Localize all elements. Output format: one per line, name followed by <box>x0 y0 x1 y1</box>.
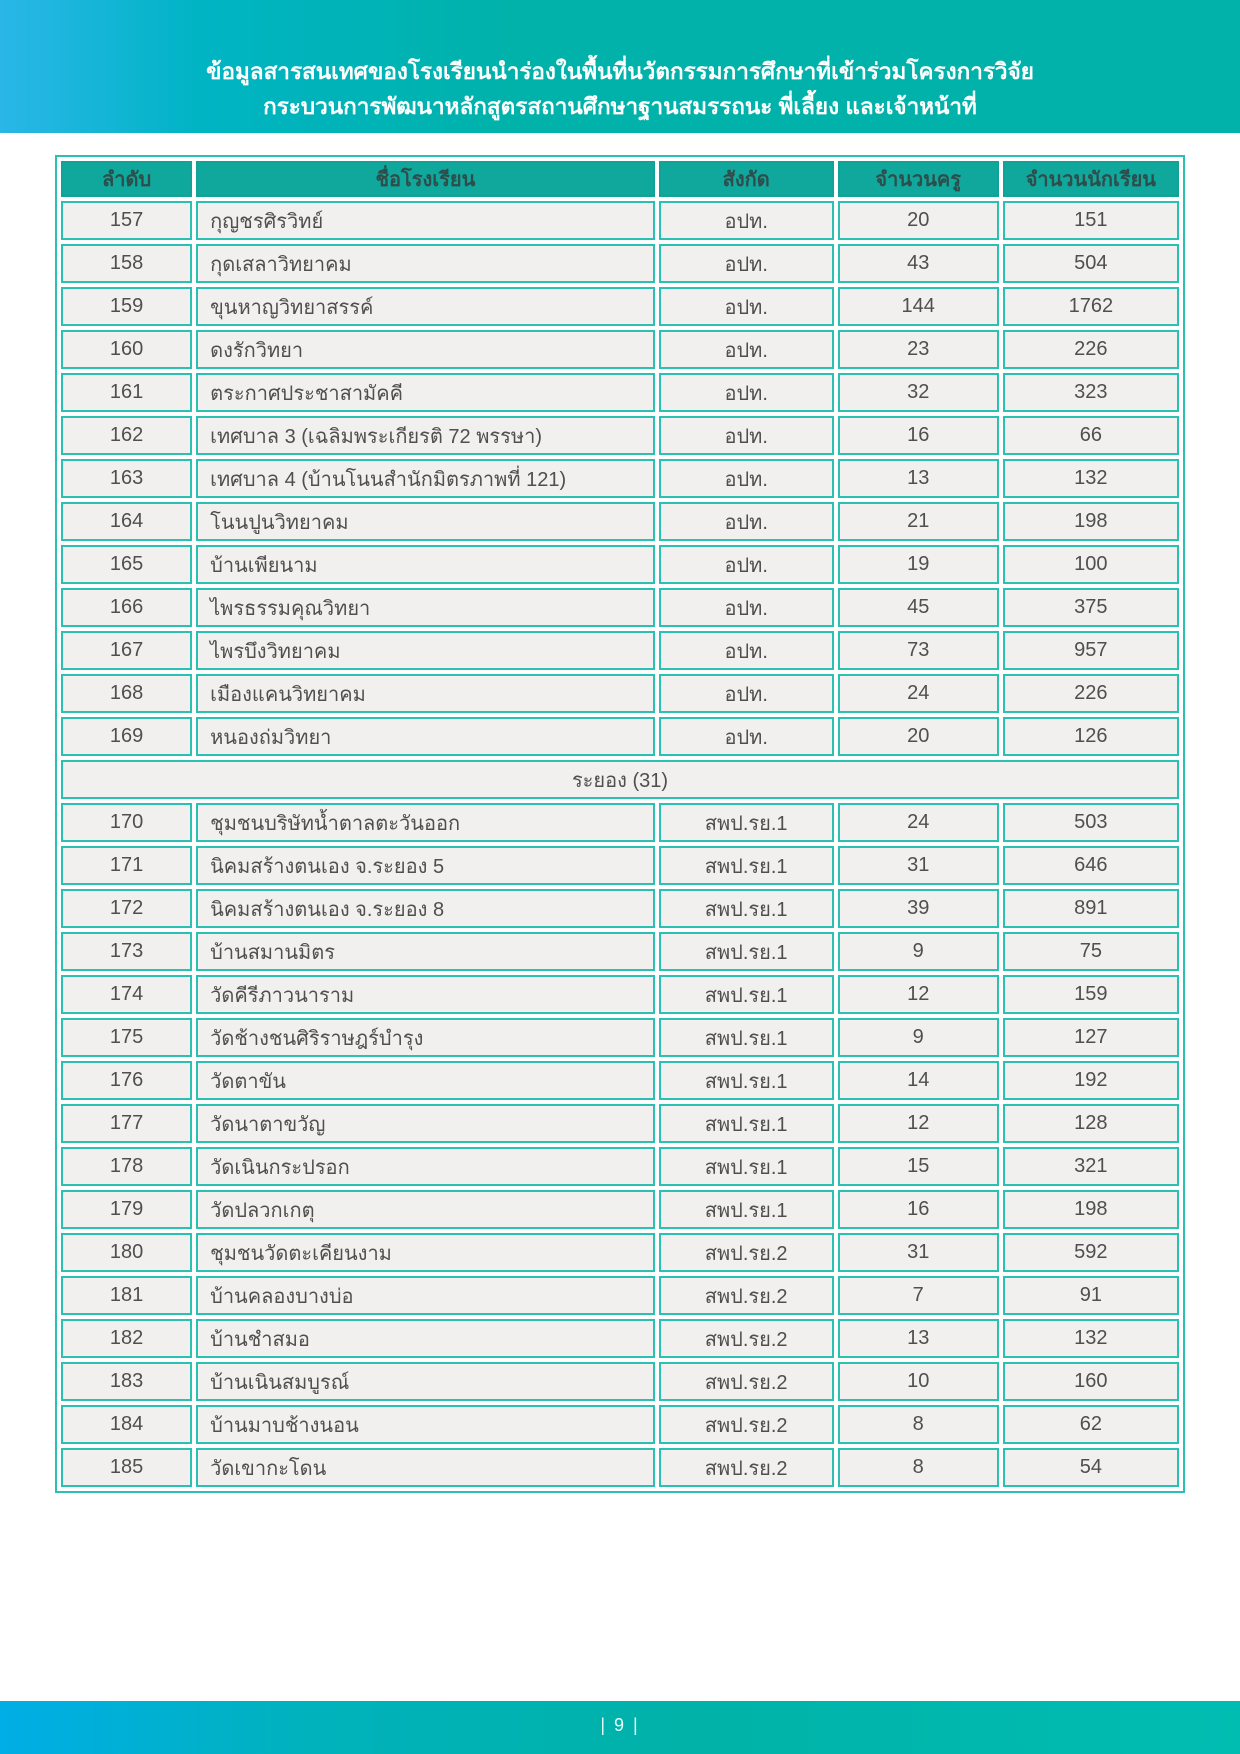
cell-order: 168 <box>61 674 192 713</box>
cell-order: 179 <box>61 1190 192 1229</box>
cell-affiliation: สพป.รย.2 <box>659 1405 834 1444</box>
cell-order: 184 <box>61 1405 192 1444</box>
cell-student-count: 100 <box>1003 545 1179 584</box>
cell-student-count: 160 <box>1003 1362 1179 1401</box>
cell-order: 177 <box>61 1104 192 1143</box>
cell-affiliation: อปท. <box>659 674 834 713</box>
cell-teacher-count: 21 <box>838 502 999 541</box>
cell-teacher-count: 14 <box>838 1061 999 1100</box>
table-row <box>61 1319 1179 1358</box>
cell-affiliation: อปท. <box>659 459 834 498</box>
column-header-order: ลำดับ <box>61 161 192 197</box>
cell-order: 164 <box>61 502 192 541</box>
table-row <box>61 1018 1179 1057</box>
cell-affiliation: อปท. <box>659 588 834 627</box>
cell-order: 170 <box>61 803 192 842</box>
cell-order: 175 <box>61 1018 192 1057</box>
cell-school-name: บ้านคลองบางบ่อ <box>196 1276 654 1315</box>
cell-affiliation: อปท. <box>659 631 834 670</box>
cell-school-name: วัดเนินกระปรอก <box>196 1147 654 1186</box>
cell-student-count: 192 <box>1003 1061 1179 1100</box>
cell-school-name: เทศบาล 3 (เฉลิมพระเกียรติ 72 พรรษา) <box>196 416 654 455</box>
cell-affiliation: สพป.รย.1 <box>659 1018 834 1057</box>
cell-affiliation: สพป.รย.2 <box>659 1233 834 1272</box>
cell-school-name: บ้านเนินสมบูรณ์ <box>196 1362 654 1401</box>
cell-school-name: บ้านชำสมอ <box>196 1319 654 1358</box>
cell-order: 180 <box>61 1233 192 1272</box>
cell-order: 165 <box>61 545 192 584</box>
cell-order: 176 <box>61 1061 192 1100</box>
header-row <box>61 161 1179 197</box>
cell-order: 181 <box>61 1276 192 1315</box>
cell-affiliation: อปท. <box>659 545 834 584</box>
cell-teacher-count: 16 <box>838 416 999 455</box>
table-row <box>61 287 1179 326</box>
cell-order: 182 <box>61 1319 192 1358</box>
table-row <box>61 1190 1179 1229</box>
cell-order: 185 <box>61 1448 192 1487</box>
cell-student-count: 1762 <box>1003 287 1179 326</box>
table-row <box>61 1405 1179 1444</box>
column-header-affiliation: สังกัด <box>659 161 834 197</box>
cell-affiliation: อปท. <box>659 502 834 541</box>
cell-affiliation: สพป.รย.1 <box>659 1061 834 1100</box>
cell-teacher-count: 23 <box>838 330 999 369</box>
table-row <box>61 932 1179 971</box>
table-row <box>61 330 1179 369</box>
table-row <box>61 674 1179 713</box>
table-row <box>61 1104 1179 1143</box>
cell-school-name: กุญชรศิรวิทย์ <box>196 201 654 240</box>
cell-teacher-count: 12 <box>838 1104 999 1143</box>
cell-teacher-count: 20 <box>838 717 999 756</box>
cell-teacher-count: 12 <box>838 975 999 1014</box>
cell-student-count: 592 <box>1003 1233 1179 1272</box>
cell-school-name: วัดเขากะโดน <box>196 1448 654 1487</box>
page-footer-bar <box>0 1701 1240 1754</box>
cell-school-name: หนองถ่มวิทยา <box>196 717 654 756</box>
cell-affiliation: สพป.รย.1 <box>659 1190 834 1229</box>
cell-order: 160 <box>61 330 192 369</box>
cell-student-count: 159 <box>1003 975 1179 1014</box>
cell-school-name: ไพรบึงวิทยาคม <box>196 631 654 670</box>
cell-student-count: 127 <box>1003 1018 1179 1057</box>
cell-affiliation: อปท. <box>659 717 834 756</box>
cell-order: 171 <box>61 846 192 885</box>
cell-teacher-count: 16 <box>838 1190 999 1229</box>
cell-student-count: 54 <box>1003 1448 1179 1487</box>
cell-school-name: เทศบาล 4 (บ้านโนนสำนักมิตรภาพที่ 121) <box>196 459 654 498</box>
cell-student-count: 504 <box>1003 244 1179 283</box>
cell-teacher-count: 43 <box>838 244 999 283</box>
table-row <box>61 846 1179 885</box>
cell-affiliation: สพป.รย.1 <box>659 803 834 842</box>
table-row <box>61 244 1179 283</box>
cell-order: 159 <box>61 287 192 326</box>
cell-order: 167 <box>61 631 192 670</box>
cell-order: 169 <box>61 717 192 756</box>
table-row <box>61 588 1179 627</box>
table-row <box>61 1147 1179 1186</box>
cell-affiliation: สพป.รย.1 <box>659 846 834 885</box>
cell-student-count: 75 <box>1003 932 1179 971</box>
table-row <box>61 803 1179 842</box>
page-title-line-2: กระบวนการพัฒนาหลักสูตรสถานศึกษาฐานสมรรถนะ พี่เลี้ยง และเจ้าหน้าที่ <box>263 94 977 119</box>
cell-student-count: 128 <box>1003 1104 1179 1143</box>
cell-school-name: เมืองแคนวิทยาคม <box>196 674 654 713</box>
cell-school-name: วัดนาตาขวัญ <box>196 1104 654 1143</box>
cell-order: 163 <box>61 459 192 498</box>
cell-teacher-count: 9 <box>838 1018 999 1057</box>
cell-school-name: วัดตาขัน <box>196 1061 654 1100</box>
cell-student-count: 226 <box>1003 674 1179 713</box>
cell-affiliation: อปท. <box>659 201 834 240</box>
section-row <box>61 760 1179 799</box>
cell-student-count: 66 <box>1003 416 1179 455</box>
cell-school-name: กุดเสลาวิทยาคม <box>196 244 654 283</box>
table-row <box>61 459 1179 498</box>
table-row <box>61 1233 1179 1272</box>
cell-school-name: บ้านสมานมิตร <box>196 932 654 971</box>
cell-affiliation: สพป.รย.1 <box>659 932 834 971</box>
cell-teacher-count: 39 <box>838 889 999 928</box>
cell-affiliation: อปท. <box>659 416 834 455</box>
page-number: | 9 | <box>600 1715 640 1735</box>
cell-teacher-count: 8 <box>838 1405 999 1444</box>
cell-teacher-count: 31 <box>838 846 999 885</box>
cell-teacher-count: 15 <box>838 1147 999 1186</box>
cell-teacher-count: 32 <box>838 373 999 412</box>
cell-school-name: ชุมชนบริษัทน้ำตาลตะวันออก <box>196 803 654 842</box>
cell-affiliation: สพป.รย.1 <box>659 975 834 1014</box>
table-row <box>61 502 1179 541</box>
cell-school-name: วัดช้างชนศิริราษฎร์บำรุง <box>196 1018 654 1057</box>
cell-student-count: 91 <box>1003 1276 1179 1315</box>
section-label: ระยอง (31) <box>61 760 1179 799</box>
cell-order: 161 <box>61 373 192 412</box>
table-row <box>61 1362 1179 1401</box>
column-header-school-name: ชื่อโรงเรียน <box>196 161 654 197</box>
column-header-student-count: จำนวนนักเรียน <box>1003 161 1179 197</box>
cell-school-name: วัดปลวกเกตุ <box>196 1190 654 1229</box>
table-row <box>61 416 1179 455</box>
cell-student-count: 323 <box>1003 373 1179 412</box>
table-row <box>61 545 1179 584</box>
table-row <box>61 631 1179 670</box>
cell-student-count: 503 <box>1003 803 1179 842</box>
cell-teacher-count: 24 <box>838 803 999 842</box>
cell-student-count: 62 <box>1003 1405 1179 1444</box>
cell-school-name: ไพรธรรมคุณวิทยา <box>196 588 654 627</box>
table-row <box>61 1276 1179 1315</box>
cell-teacher-count: 10 <box>838 1362 999 1401</box>
cell-affiliation: สพป.รย.1 <box>659 1104 834 1143</box>
cell-teacher-count: 20 <box>838 201 999 240</box>
cell-school-name: บ้านมาบช้างนอน <box>196 1405 654 1444</box>
cell-order: 172 <box>61 889 192 928</box>
cell-teacher-count: 9 <box>838 932 999 971</box>
cell-order: 173 <box>61 932 192 971</box>
table-row <box>61 1448 1179 1487</box>
cell-school-name: บ้านเพียนาม <box>196 545 654 584</box>
cell-teacher-count: 45 <box>838 588 999 627</box>
cell-student-count: 321 <box>1003 1147 1179 1186</box>
cell-teacher-count: 7 <box>838 1276 999 1315</box>
cell-student-count: 891 <box>1003 889 1179 928</box>
cell-school-name: ดงรักวิทยา <box>196 330 654 369</box>
table-row <box>61 975 1179 1014</box>
table-row <box>61 373 1179 412</box>
table-row <box>61 889 1179 928</box>
cell-teacher-count: 13 <box>838 1319 999 1358</box>
cell-order: 178 <box>61 1147 192 1186</box>
cell-order: 174 <box>61 975 192 1014</box>
cell-school-name: นิคมสร้างตนเอง จ.ระยอง 8 <box>196 889 654 928</box>
cell-affiliation: สพป.รย.2 <box>659 1448 834 1487</box>
table-header <box>61 161 1179 197</box>
cell-affiliation: อปท. <box>659 287 834 326</box>
cell-teacher-count: 24 <box>838 674 999 713</box>
cell-order: 158 <box>61 244 192 283</box>
cell-school-name: ขุนหาญวิทยาสรรค์ <box>196 287 654 326</box>
cell-school-name: วัดคีรีภาวนาราม <box>196 975 654 1014</box>
cell-student-count: 646 <box>1003 846 1179 885</box>
cell-student-count: 198 <box>1003 502 1179 541</box>
cell-teacher-count: 144 <box>838 287 999 326</box>
cell-student-count: 198 <box>1003 1190 1179 1229</box>
cell-order: 157 <box>61 201 192 240</box>
cell-order: 162 <box>61 416 192 455</box>
cell-school-name: ตระกาศประชาสามัคคี <box>196 373 654 412</box>
cell-order: 183 <box>61 1362 192 1401</box>
cell-student-count: 375 <box>1003 588 1179 627</box>
cell-affiliation: สพป.รย.2 <box>659 1319 834 1358</box>
cell-student-count: 132 <box>1003 1319 1179 1358</box>
cell-affiliation: อปท. <box>659 244 834 283</box>
cell-teacher-count: 8 <box>838 1448 999 1487</box>
cell-affiliation: อปท. <box>659 330 834 369</box>
cell-teacher-count: 13 <box>838 459 999 498</box>
cell-teacher-count: 73 <box>838 631 999 670</box>
cell-order: 166 <box>61 588 192 627</box>
cell-school-name: โนนปูนวิทยาคม <box>196 502 654 541</box>
cell-affiliation: สพป.รย.1 <box>659 889 834 928</box>
cell-school-name: นิคมสร้างตนเอง จ.ระยอง 5 <box>196 846 654 885</box>
cell-school-name: ชุมชนวัดตะเคียนงาม <box>196 1233 654 1272</box>
cell-student-count: 151 <box>1003 201 1179 240</box>
table-row <box>61 1061 1179 1100</box>
cell-affiliation: อปท. <box>659 373 834 412</box>
cell-student-count: 132 <box>1003 459 1179 498</box>
cell-student-count: 226 <box>1003 330 1179 369</box>
table-container <box>0 133 1240 1493</box>
column-header-teacher-count: จำนวนครู <box>838 161 999 197</box>
cell-teacher-count: 31 <box>838 1233 999 1272</box>
schools-table <box>55 155 1185 1493</box>
table-row <box>61 201 1179 240</box>
cell-affiliation: สพป.รย.2 <box>659 1276 834 1315</box>
table-row <box>61 717 1179 756</box>
cell-teacher-count: 19 <box>838 545 999 584</box>
cell-student-count: 957 <box>1003 631 1179 670</box>
page-title-line-1: ข้อมูลสารสนเทศของโรงเรียนนำร่องในพื้นที่นวัตกรรมการศึกษาที่เข้าร่วมโครงการวิจัย <box>206 59 1034 84</box>
cell-affiliation: สพป.รย.2 <box>659 1362 834 1401</box>
page-header-banner <box>0 0 1240 133</box>
cell-student-count: 126 <box>1003 717 1179 756</box>
cell-affiliation: สพป.รย.1 <box>659 1147 834 1186</box>
school-table-body <box>61 201 1179 1487</box>
